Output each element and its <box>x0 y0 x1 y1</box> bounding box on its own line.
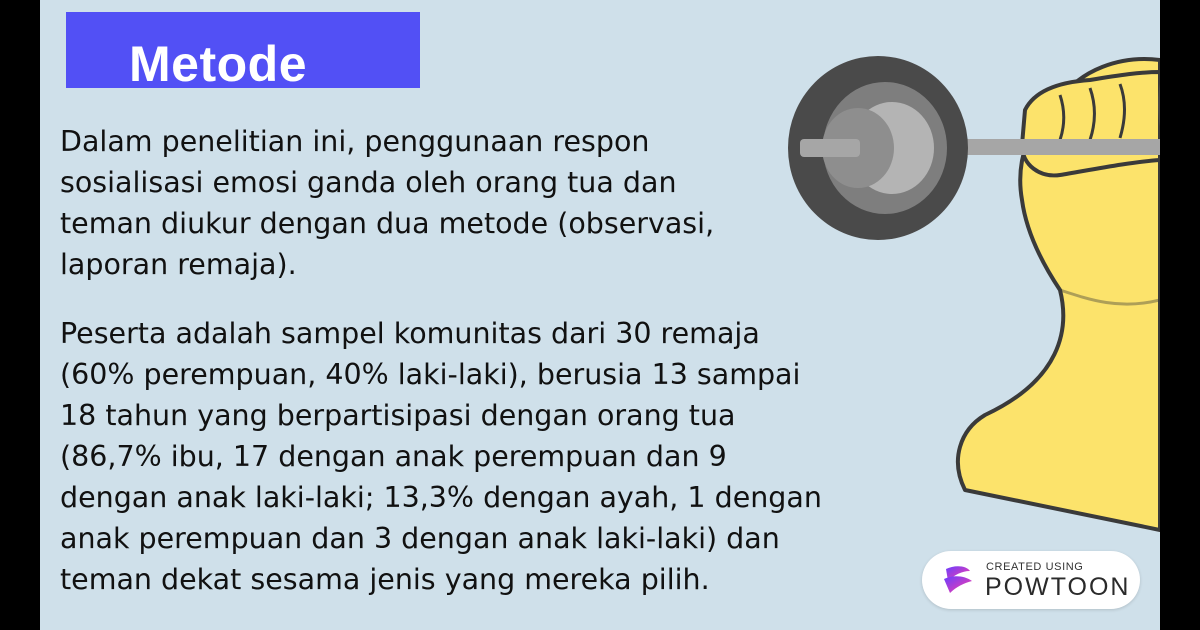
paragraph-line: Peserta adalah sampel komunitas dari 30 remaja <box>60 317 760 350</box>
paragraph-line: sosialisasi emosi ganda oleh orang tua dan <box>60 166 677 199</box>
powtoon-logo-icon <box>940 563 976 597</box>
paragraph-participants <box>60 313 822 600</box>
paragraph-line: teman dekat sesama jenis yang mereka pilih. <box>60 563 710 596</box>
slide-canvas <box>40 0 1160 630</box>
fist-shape <box>1022 72 1160 175</box>
paragraph-line: (86,7% ibu, 17 dengan anak perempuan dan 9 <box>60 440 727 473</box>
paragraph-line: laporan remaja). <box>60 248 297 281</box>
arm-lifting-dumbbell-icon <box>760 0 1160 540</box>
powtoon-watermark[interactable] <box>922 551 1140 609</box>
paragraph-line: (60% perempuan, 40% laki-laki), berusia 13 sampai <box>60 358 801 391</box>
paragraph-line: anak perempuan dan 3 dengan anak laki-laki) dan <box>60 522 780 555</box>
slide-title: Metode <box>129 36 307 92</box>
paragraph-methods <box>60 121 714 285</box>
title-banner <box>66 12 420 92</box>
powtoon-brand-label: POWTOON <box>985 573 1131 601</box>
paragraph-line: Dalam penelitian ini, penggunaan respon <box>60 125 650 158</box>
paragraph-line: 18 tahun yang berpartisipasi dengan orang tua <box>60 399 736 432</box>
paragraph-line: teman diukur dengan dua metode (observasi, <box>60 207 715 240</box>
dumbbell-bar-end <box>800 139 860 157</box>
created-using-label: CREATED USING <box>986 561 1084 573</box>
paragraph-line: dengan anak laki-laki; 13,3% dengan ayah, 1 dengan <box>60 481 822 514</box>
dumbbell-bar-grip <box>1020 139 1160 155</box>
